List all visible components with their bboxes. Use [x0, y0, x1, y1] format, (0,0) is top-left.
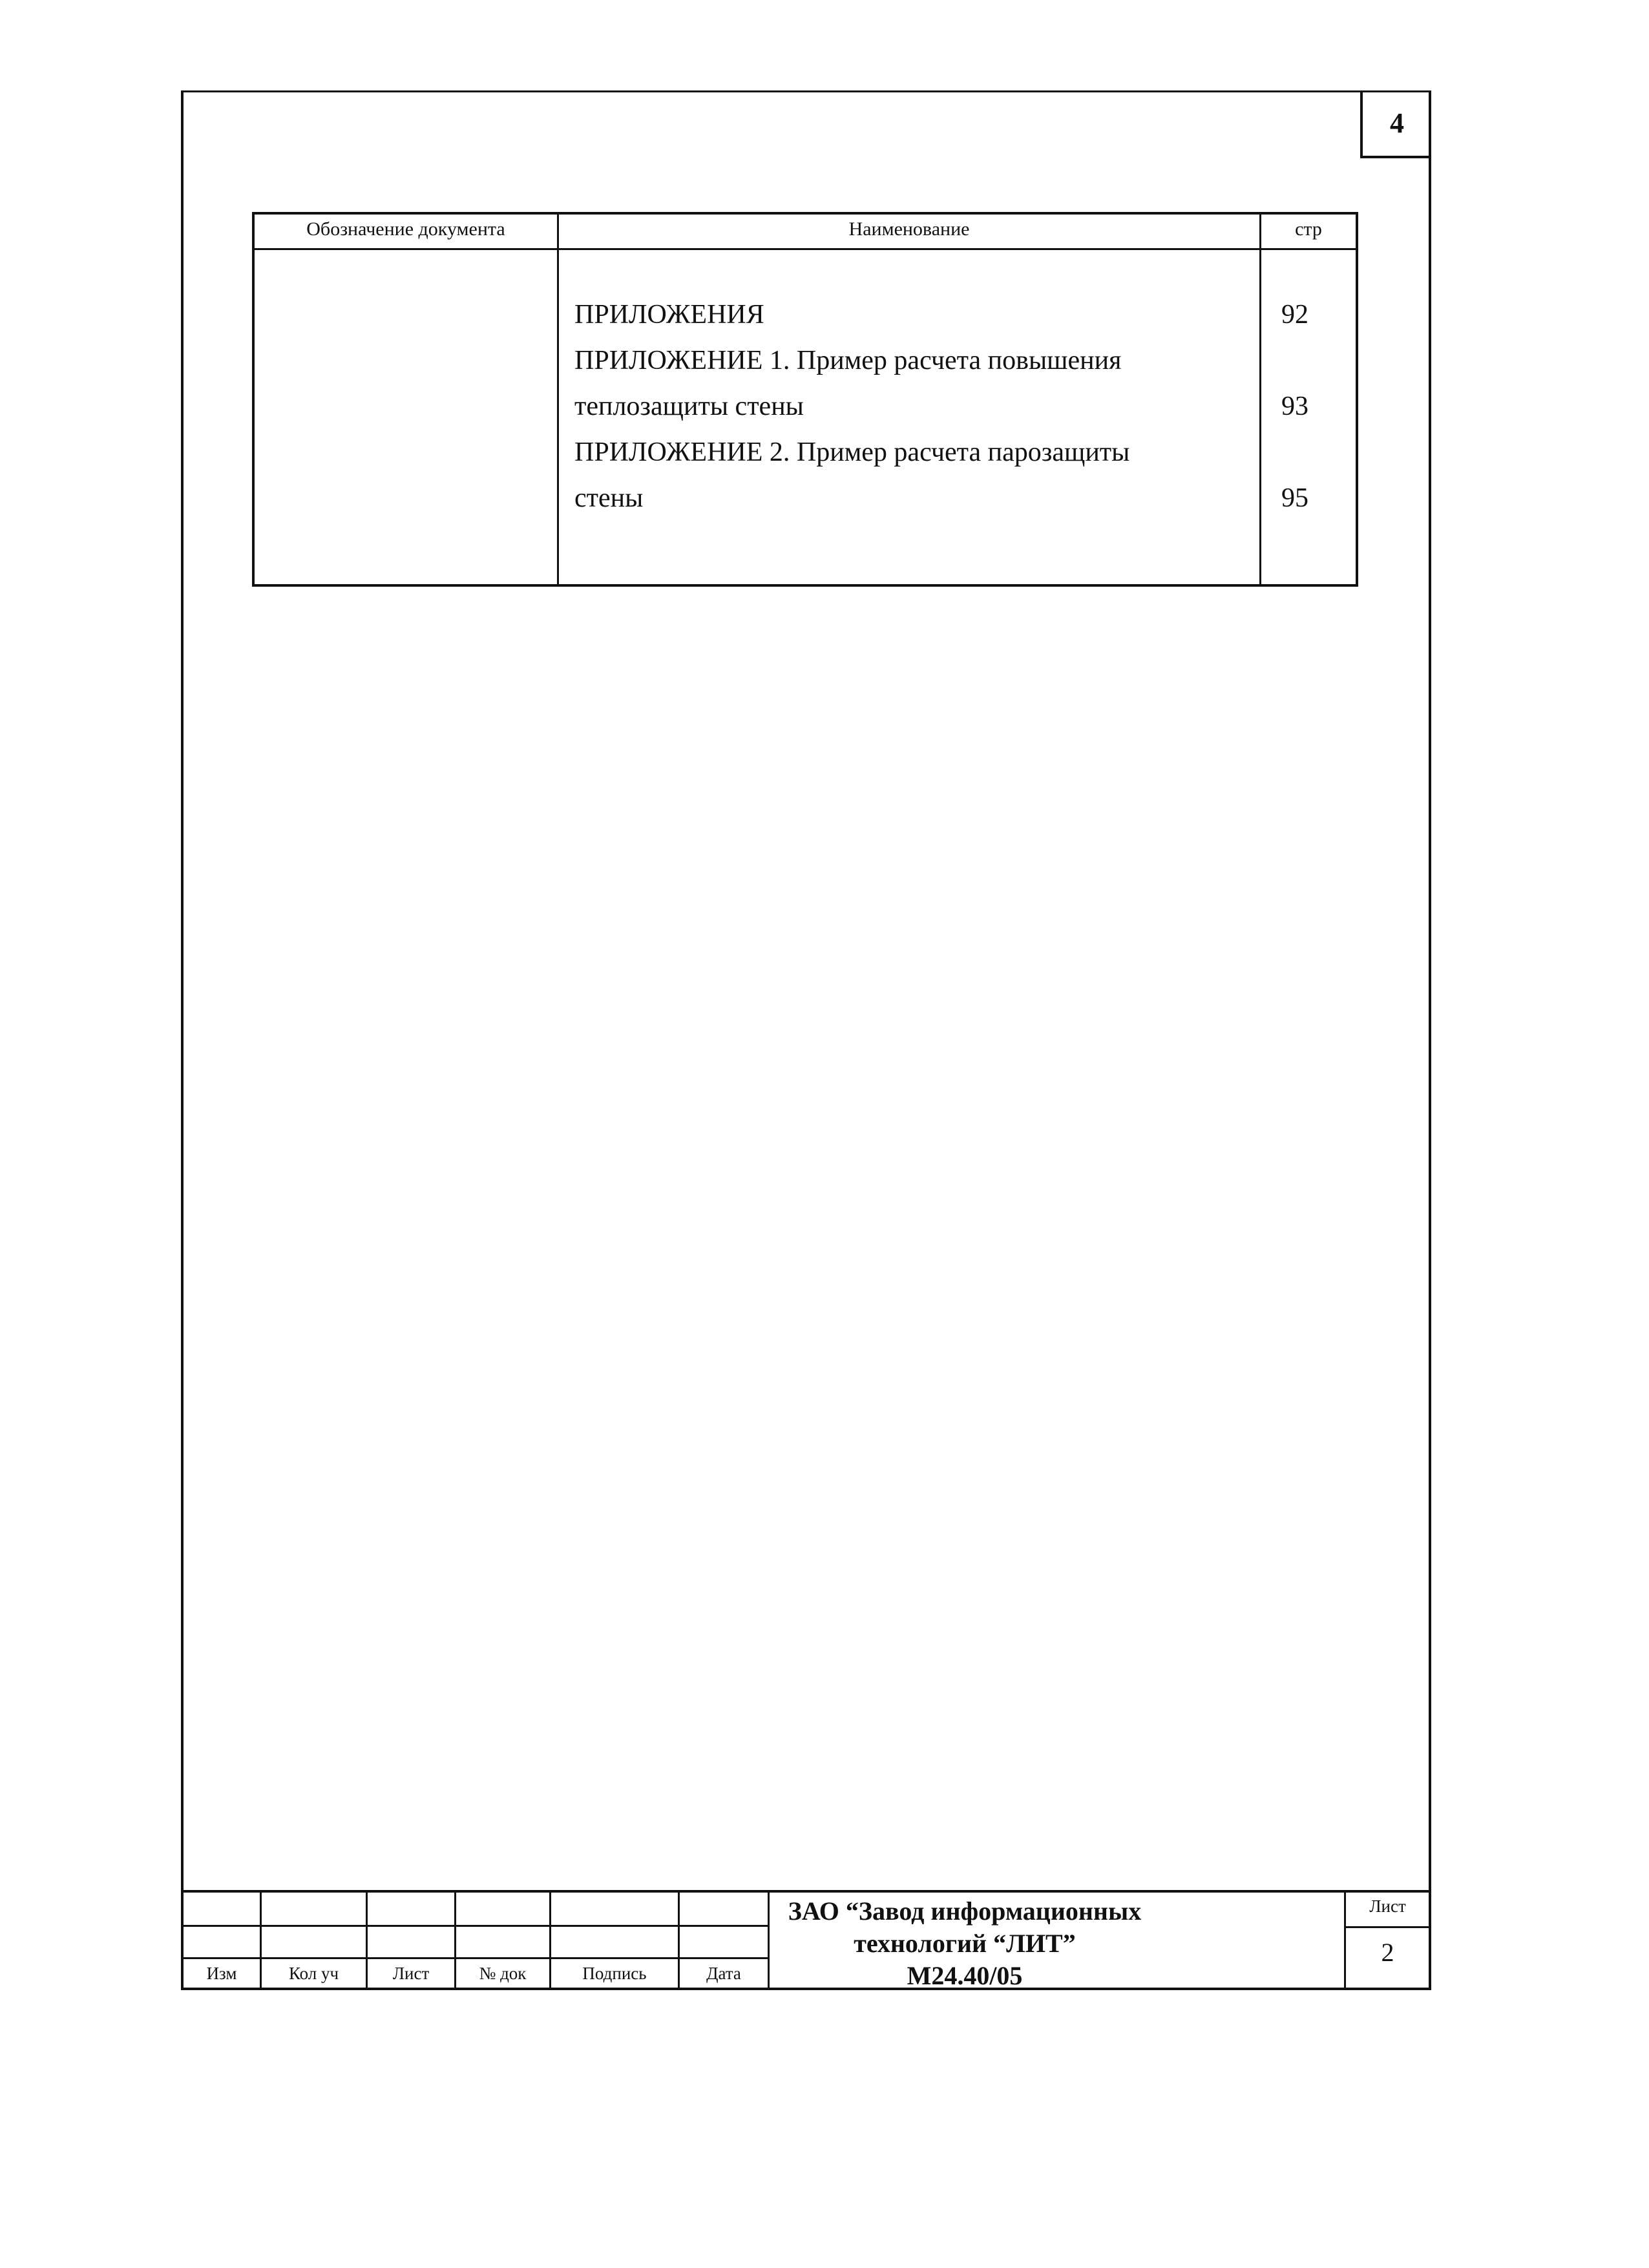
toc-header-divider — [255, 248, 1356, 250]
sheet-label: Лист — [1369, 1896, 1406, 1916]
title-block-col-label: Изм — [206, 1964, 237, 1983]
toc-row-page: 95 — [1281, 483, 1308, 513]
toc-col-divider-1 — [557, 215, 559, 584]
page-corner-number: 4 — [1360, 90, 1431, 158]
toc-row-page: 92 — [1281, 300, 1308, 330]
organization-block — [587, 1895, 1343, 1992]
sheet-number: 2 — [1381, 1938, 1394, 1967]
toc-row-page: 93 — [1281, 392, 1308, 421]
document-code: М24.40/05 — [907, 1961, 1023, 1990]
title-block-col-label: Кол уч — [288, 1964, 339, 1983]
toc-row-text: теплозащиты стены — [574, 392, 804, 421]
toc-row-text: ПРИЛОЖЕНИЯ — [574, 300, 764, 330]
toc-row-text: ПРИЛОЖЕНИЕ 1. Пример расчета повышения — [574, 346, 1122, 375]
toc-header-name: Наименование — [848, 218, 970, 240]
title-block-col-label: Дата — [706, 1964, 741, 1983]
title-block-rule — [1344, 1926, 1429, 1928]
toc-row-text: ПРИЛОЖЕНИЕ 2. Пример расчета парозащиты — [574, 437, 1130, 467]
toc-header-page: стр — [1295, 218, 1322, 240]
org-name-line1: ЗАО “Завод информационных — [788, 1896, 1142, 1926]
title-block-col-label: № док — [479, 1964, 527, 1983]
toc-row-text: стены — [574, 483, 644, 513]
title-block-col-label: Лист — [392, 1964, 430, 1983]
title-block-col-label: Подпись — [582, 1964, 647, 1983]
org-name-line2: технологий “ЛИТ” — [854, 1929, 1076, 1958]
toc-table — [252, 212, 1358, 587]
toc-header-designation: Обозначение документа — [306, 218, 505, 240]
